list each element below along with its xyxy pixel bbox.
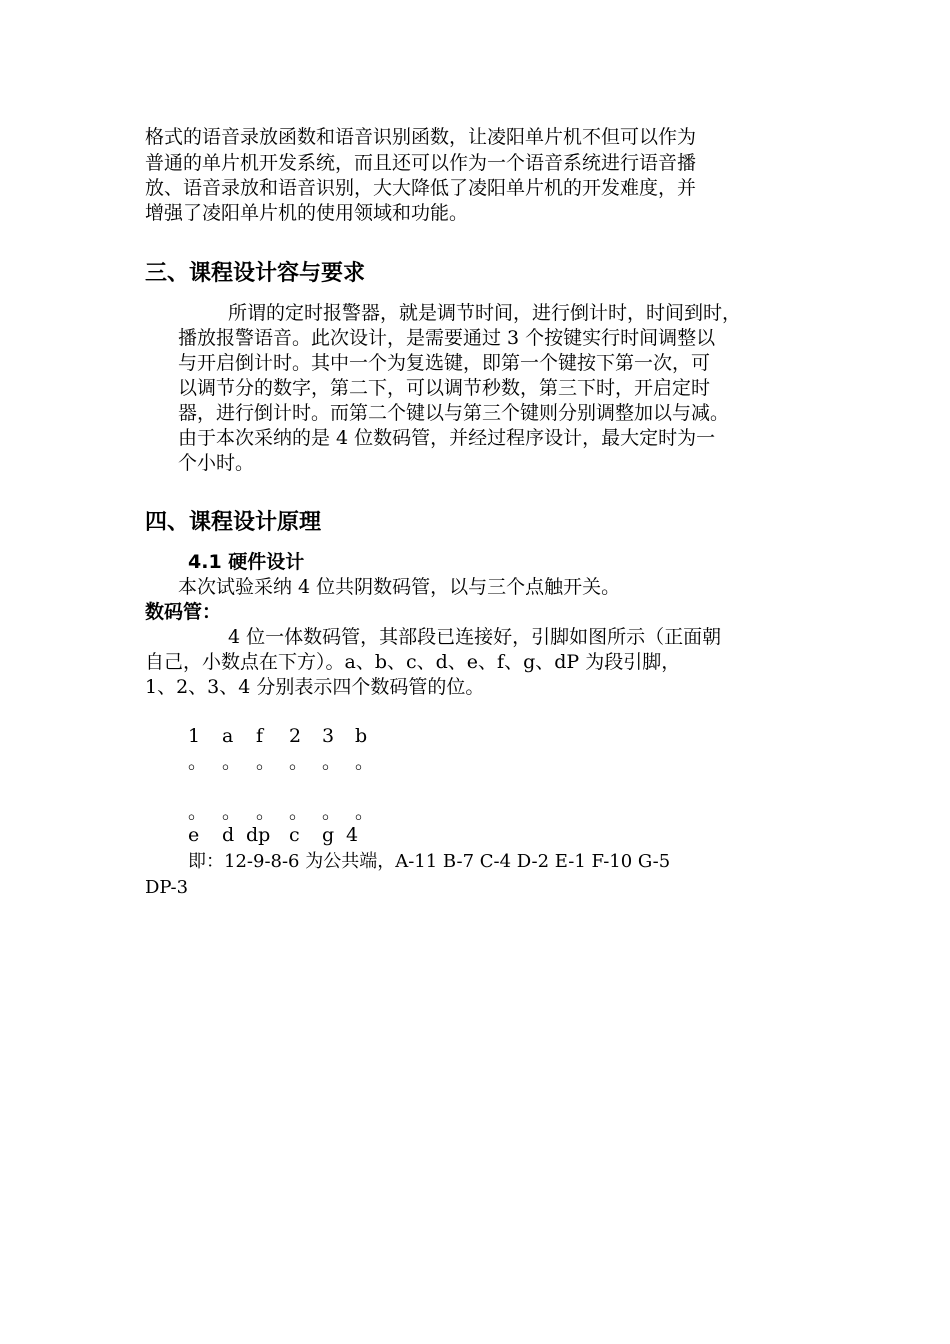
pin-label: 4 bbox=[346, 824, 359, 846]
pin-dot: 。 bbox=[322, 751, 342, 773]
section3-heading: 三、课程设计容与要求 bbox=[145, 261, 366, 286]
pin-label: dp bbox=[246, 824, 271, 846]
pin-label: e bbox=[188, 824, 200, 846]
section3-line: 器，进行倒计时。而第二个键以与第三个键则分别调整加以与减。 bbox=[178, 402, 730, 424]
digit-desc-line: 4 位一体数码管，其部段已连接好，引脚如图所示（正面朝 bbox=[228, 626, 722, 648]
pin-label: 1 bbox=[188, 725, 201, 747]
pin-label: 3 bbox=[322, 725, 335, 747]
pin-dot: 。 bbox=[355, 751, 375, 773]
pin-dot: 。 bbox=[289, 751, 309, 773]
section4-heading: 四、课程设计原理 bbox=[145, 510, 322, 535]
pin-dot: 。 bbox=[222, 751, 242, 773]
intro-line: 普通的单片机开发系统，而且还可以作为一个语音系统进行语音播 bbox=[145, 152, 697, 174]
pin-mapping-line: 即：12-9-8-6 为公共端，A-11 B-7 C-4 D-2 E-1 F-10 G-5 bbox=[188, 851, 671, 872]
pin-dot: 。 bbox=[256, 801, 276, 823]
bottom-pin-row bbox=[188, 823, 388, 847]
bottom-dot-row bbox=[188, 800, 388, 824]
pin-label: 2 bbox=[289, 725, 302, 747]
section3-line: 与开启倒计时。其中一个为复选键，即第一个键按下第一次，可 bbox=[178, 352, 711, 374]
top-dot-row bbox=[188, 750, 388, 774]
pin-label: f bbox=[256, 725, 264, 747]
pin-dot: 。 bbox=[322, 801, 342, 823]
digit-desc-line: 自己，小数点在下方）。a、b、c、d、e、f、g、dP 为段引脚， bbox=[145, 651, 681, 673]
pin-dot: 。 bbox=[355, 801, 375, 823]
pin-label: a bbox=[222, 725, 234, 747]
pin-label: g bbox=[322, 824, 335, 846]
intro-line: 格式的语音录放函数和语音识别函数，让凌阳单片机不但可以作为 bbox=[145, 126, 697, 148]
pin-label: d bbox=[222, 824, 235, 846]
pin-mapping-line: DP-3 bbox=[145, 877, 189, 898]
section3-line: 以调节分的数字，第二下，可以调节秒数，第三下时，开启定时 bbox=[178, 377, 711, 399]
pin-label: b bbox=[355, 725, 368, 747]
pin-dot: 。 bbox=[222, 801, 242, 823]
intro-line: 放、语音录放和语音识别，大大降低了凌阳单片机的开发难度，并 bbox=[145, 177, 697, 199]
section3-line: 个小时。 bbox=[178, 452, 255, 474]
section3-line: 所谓的定时报警器，就是调节时间，进行倒计时，时间到时， bbox=[228, 302, 742, 324]
pin-dot: 。 bbox=[188, 801, 208, 823]
intro-line: 增强了凌阳单片机的使用领域和功能。 bbox=[145, 202, 469, 224]
pin-dot: 。 bbox=[256, 751, 276, 773]
pin-label: c bbox=[289, 824, 300, 846]
digit-tube-label: 数码管： bbox=[145, 601, 222, 623]
pin-dot: 。 bbox=[188, 751, 208, 773]
hardware-line: 本次试验采纳 4 位共阴数码管，以与三个点触开关。 bbox=[178, 576, 621, 598]
section4-subheading: 4.1 硬件设计 bbox=[188, 551, 305, 573]
pin-dot: 。 bbox=[289, 801, 309, 823]
section3-line: 播放报警语音。此次设计，是需要通过 3 个按键实行时间调整以 bbox=[178, 327, 716, 349]
section3-line: 由于本次采纳的是 4 位数码管，并经过程序设计，最大定时为一 bbox=[178, 427, 716, 449]
top-pin-row bbox=[188, 724, 388, 748]
digit-desc-line: 1、2、3、4 分别表示四个数码管的位。 bbox=[145, 676, 485, 698]
